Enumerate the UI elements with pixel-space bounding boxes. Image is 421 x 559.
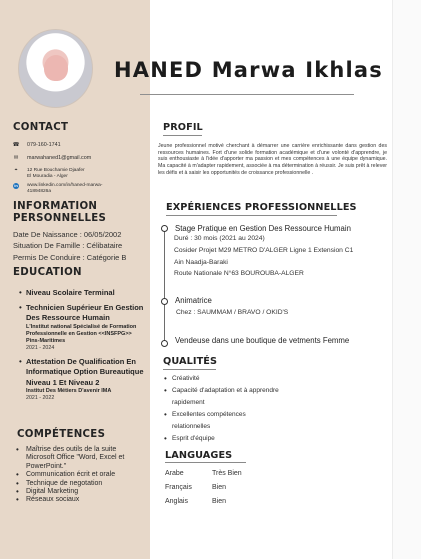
mail-icon: ✉ (13, 154, 19, 161)
language-level: Très Bien (212, 469, 242, 477)
languages-heading-rule (165, 462, 246, 463)
language-level: Bien (212, 497, 227, 505)
language-level: Bien (212, 483, 227, 491)
skills-heading: COMPÉTENCES (17, 429, 106, 440)
skill-item: • Communication écrit et orale (16, 471, 136, 479)
timeline-dot (161, 225, 168, 232)
job-detail: Duré : 30 mois (2021 au 2024) (174, 235, 265, 242)
timeline-dot (161, 298, 168, 305)
quality-item: • Esprit d'équipe (164, 433, 284, 445)
job-title: Animatrice (175, 296, 212, 305)
language-row (165, 480, 242, 494)
education-item (19, 357, 145, 403)
phone-row[interactable] (13, 142, 61, 148)
phone-icon: ☎ (12, 141, 20, 148)
language-name: Anglais (165, 497, 188, 505)
skill-item: • Maîtrise des outils de la suite Microsoft Office "Word, Excel et PowerPoint." (16, 446, 136, 471)
skill-item: • Réseaux sociaux (16, 496, 136, 504)
education-heading: EDUCATION (13, 267, 82, 278)
family-status: Situation De Famille : Célibataire (13, 241, 123, 250)
job-detail: Chez : SAUMMAM / BRAVO / OKID'S (176, 309, 289, 316)
email-row[interactable] (13, 155, 91, 161)
skills-list (16, 446, 136, 505)
timeline-dot (161, 340, 168, 347)
driving-license: Permis De Conduire : Catégorie B (13, 253, 127, 262)
contact-heading: CONTACT (13, 122, 69, 133)
language-row (165, 466, 242, 480)
education-item (19, 288, 145, 299)
profile-heading: PROFIL (163, 122, 203, 133)
linkedin-text: www.linkedin.com/in/haned-marwa- 41894826a (27, 183, 103, 195)
education-title: • Niveau Scolaire Terminal (26, 288, 115, 297)
linkedin-row[interactable] (13, 183, 102, 195)
birth-date: Date De Naissance : 06/05/2002 (13, 230, 122, 239)
address-text: 12 Rue Bouchamie Djaafer El Mouradia - Alger (27, 168, 85, 180)
location-icon: ⌖ (14, 167, 18, 173)
education-title: • Technicien Supérieur En Gestion Des Ressource Humain (26, 302, 144, 322)
experience-heading: EXPÉRIENCES PROFESSIONNELLES (166, 202, 357, 213)
candidate-name: HANED Marwa Ikhlas (114, 58, 383, 82)
profile-photo (18, 29, 93, 108)
email-text: marwahaned1@gmail.com (27, 155, 92, 161)
qualities-list (164, 373, 284, 445)
phone-text: 079-160-1741 (27, 142, 61, 148)
name-divider (140, 94, 354, 95)
job-detail: Cosider Projet M29 METRO D'ALGER Ligne 1 Extension C1 (174, 247, 354, 254)
page-edge (392, 0, 421, 559)
experience-heading-rule (166, 215, 337, 216)
skill-item: • Technique de negotation (16, 480, 136, 488)
language-row (165, 494, 242, 508)
quality-item: • Créativité (164, 373, 284, 385)
education-years: 2021 - 2022 (26, 395, 55, 401)
education-school: L'Institut national Spécialisé de Formation Professionnelle en Gestion <<INSFPG>> Pins-Maritimes (26, 323, 137, 344)
job-title: Vendeuse dans une boutique de vetments Femme (175, 336, 350, 345)
experience-timeline (164, 227, 165, 345)
education-item (19, 303, 145, 352)
job-detail: Ain Naadja-Baraki (174, 259, 228, 266)
job-title: Stage Pratique en Gestion Des Ressource Humain (175, 224, 351, 233)
skill-item: • Digital Marketing (16, 488, 136, 496)
quality-item: • Capacité d'adaptation et à apprendre rapidement (164, 385, 284, 409)
education-list (19, 288, 145, 402)
languages-heading: LANGUAGES (165, 450, 233, 461)
education-years: 2021 - 2024 (26, 344, 55, 351)
qualities-heading: QUALITÉS (163, 356, 218, 367)
address-row (13, 168, 85, 180)
profile-summary: Jeune professionnel motivé cherchant à démarrer une carrière enrichissante dans gestion des ressources humaines. Fort d'une solide formation académique et d'une volonté d'apprendre, je suis enthousiaste à l'idée d'apporter ma passion et mes compétences à une équipe dynamique. Ma capacité à m'adapter rapidement, associée à ma détermination à réussir. Je suis prêt à relever les défis et à saisir les opportunités de croissance professionnelle . (158, 143, 387, 176)
education-school: Institut Des Métiers D'avenir IMA (26, 388, 112, 394)
education-title: • Attestation De Qualification En Informatique Option Bureautique Niveau 1 Et Niveau 2 (26, 356, 144, 387)
job-detail: Route Nationale N°63 BOUROUBA-ALGER (174, 270, 304, 277)
personal-info-heading: INFORMATION PERSONNELLES (13, 201, 107, 224)
linkedin-icon: in (14, 183, 18, 188)
language-name: Arabe (165, 469, 184, 477)
profile-heading-rule (163, 135, 202, 136)
qualities-heading-rule (163, 369, 216, 370)
quality-item: • Excellentes compétences relationnelles (164, 409, 280, 433)
languages-table (165, 466, 242, 508)
language-name: Français (165, 483, 192, 491)
